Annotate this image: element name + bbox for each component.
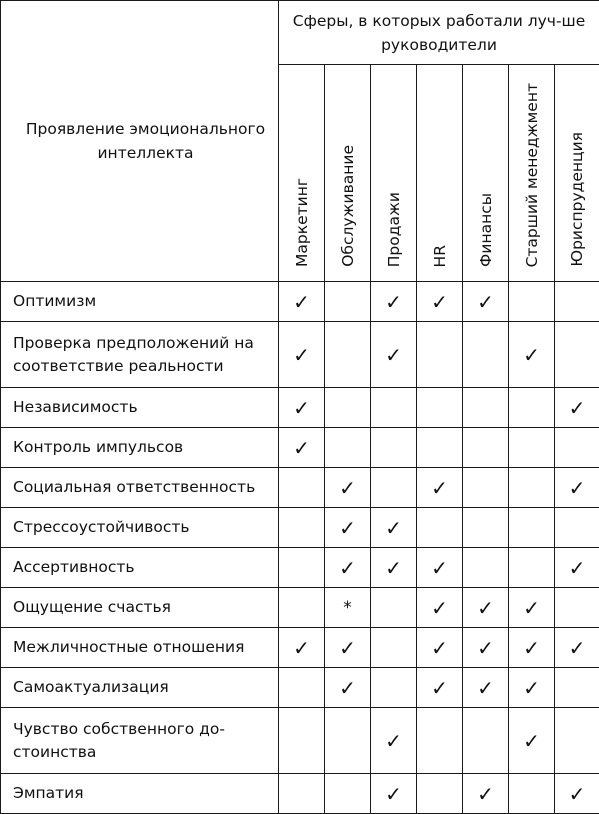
- checkmark-icon: ✓: [555, 388, 599, 428]
- empty-cell: [371, 628, 417, 668]
- checkmark-icon: ✓: [325, 668, 371, 708]
- empty-cell: [463, 322, 509, 388]
- empty-cell: [417, 508, 463, 548]
- checkmark-icon: ✓: [555, 628, 599, 668]
- checkmark-icon: ✓: [371, 322, 417, 388]
- row-label: Ассертивность: [1, 548, 279, 588]
- column-header-label: Юриспруденция: [567, 132, 587, 267]
- empty-cell: [555, 668, 599, 708]
- empty-cell: [325, 774, 371, 814]
- checkmark-icon: ✓: [463, 282, 509, 322]
- empty-cell: [279, 708, 325, 774]
- empty-cell: [555, 708, 599, 774]
- checkmark-icon: ✓: [371, 548, 417, 588]
- empty-cell: [279, 588, 325, 628]
- empty-cell: [279, 468, 325, 508]
- empty-cell: [463, 468, 509, 508]
- column-header: [371, 65, 417, 282]
- checkmark-icon: ✓: [417, 588, 463, 628]
- checkmark-icon: ✓: [325, 468, 371, 508]
- empty-cell: [417, 708, 463, 774]
- checkmark-icon: ✓: [279, 428, 325, 468]
- table-row: [1, 628, 599, 668]
- column-header-label: HR: [430, 245, 450, 267]
- column-header-label: Финансы: [476, 193, 496, 267]
- checkmark-icon: ✓: [555, 548, 599, 588]
- checkmark-icon: ✓: [509, 588, 555, 628]
- empty-cell: [371, 588, 417, 628]
- fields-group-header: Сферы, в которых работали луч-ше руководители: [279, 1, 599, 65]
- checkmark-icon: ✓: [325, 548, 371, 588]
- checkmark-icon: ✓: [371, 774, 417, 814]
- checkmark-icon: ✓: [417, 628, 463, 668]
- table-row: [1, 322, 599, 388]
- empty-cell: [463, 428, 509, 468]
- checkmark-icon: ✓: [325, 628, 371, 668]
- checkmark-icon: ✓: [555, 774, 599, 814]
- empty-cell: [509, 468, 555, 508]
- empty-cell: [325, 428, 371, 468]
- checkmark-icon: ✓: [325, 508, 371, 548]
- empty-cell: [555, 508, 599, 548]
- empty-cell: [555, 428, 599, 468]
- checkmark-icon: ✓: [509, 668, 555, 708]
- checkmark-icon: ✓: [417, 548, 463, 588]
- row-label: Стрессоустойчивость: [1, 508, 279, 548]
- empty-cell: [325, 322, 371, 388]
- checkmark-icon: ✓: [463, 668, 509, 708]
- row-label: Социальная ответственность: [1, 468, 279, 508]
- row-label: Ощущение счастья: [1, 588, 279, 628]
- empty-cell: [417, 774, 463, 814]
- checkmark-icon: ✓: [463, 588, 509, 628]
- row-label: Межличностные отношения: [1, 628, 279, 668]
- checkmark-icon: ✓: [371, 282, 417, 322]
- row-label: Эмпатия: [1, 774, 279, 814]
- empty-cell: [555, 282, 599, 322]
- empty-cell: [463, 388, 509, 428]
- empty-cell: [417, 388, 463, 428]
- empty-cell: [279, 668, 325, 708]
- column-header: [463, 65, 509, 282]
- table-row: [1, 588, 599, 628]
- empty-cell: [463, 508, 509, 548]
- empty-cell: [555, 588, 599, 628]
- row-label: Самоактуализация: [1, 668, 279, 708]
- column-header: [509, 65, 555, 282]
- empty-cell: [509, 388, 555, 428]
- checkmark-icon: ✓: [555, 468, 599, 508]
- checkmark-icon: ✓: [417, 468, 463, 508]
- row-label: Чувство собственного до-стоинства: [1, 708, 279, 774]
- table-row: [1, 548, 599, 588]
- checkmark-icon: ✓: [279, 282, 325, 322]
- table-row: [1, 708, 599, 774]
- row-label: Оптимизм: [1, 282, 279, 322]
- table-body: [1, 282, 599, 814]
- column-header: [279, 65, 325, 282]
- table-row: [1, 668, 599, 708]
- empty-cell: [463, 548, 509, 588]
- empty-cell: [279, 548, 325, 588]
- empty-cell: [325, 388, 371, 428]
- checkmark-icon: ✓: [371, 708, 417, 774]
- empty-cell: [371, 468, 417, 508]
- asterisk-mark: *: [325, 588, 371, 628]
- checkmark-icon: ✓: [371, 508, 417, 548]
- checkmark-icon: ✓: [509, 628, 555, 668]
- empty-cell: [509, 508, 555, 548]
- empty-cell: [279, 508, 325, 548]
- empty-cell: [417, 322, 463, 388]
- empty-cell: [509, 548, 555, 588]
- table-row: [1, 468, 599, 508]
- column-header-label: Продажи: [384, 192, 404, 267]
- empty-cell: [417, 428, 463, 468]
- empty-cell: [509, 774, 555, 814]
- checkmark-icon: ✓: [279, 628, 325, 668]
- table-row: [1, 428, 599, 468]
- column-header-label: Обслуживание: [338, 145, 358, 267]
- checkmark-icon: ✓: [417, 282, 463, 322]
- empty-cell: [509, 282, 555, 322]
- empty-cell: [325, 708, 371, 774]
- row-label: Контроль импульсов: [1, 428, 279, 468]
- corner-header: Проявление эмоционального интеллекта: [1, 1, 279, 282]
- column-header-label: Старший менеджмент: [522, 83, 542, 267]
- empty-cell: [555, 322, 599, 388]
- empty-cell: [509, 428, 555, 468]
- table-row: [1, 388, 599, 428]
- row-label: Проверка предположений на соответствие реальности: [1, 322, 279, 388]
- table-row: [1, 508, 599, 548]
- column-header: [325, 65, 371, 282]
- checkmark-icon: ✓: [509, 708, 555, 774]
- column-header: [417, 65, 463, 282]
- checkmark-icon: ✓: [417, 668, 463, 708]
- checkmark-icon: ✓: [463, 628, 509, 668]
- empty-cell: [371, 668, 417, 708]
- checkmark-icon: ✓: [463, 774, 509, 814]
- checkmark-icon: ✓: [279, 388, 325, 428]
- empty-cell: [371, 388, 417, 428]
- table-row: [1, 282, 599, 322]
- empty-cell: [325, 282, 371, 322]
- checkmark-icon: ✓: [509, 322, 555, 388]
- empty-cell: [463, 708, 509, 774]
- checkmark-icon: ✓: [279, 322, 325, 388]
- column-header-label: Маркетинг: [292, 178, 312, 267]
- table-row: [1, 774, 599, 814]
- empty-cell: [371, 428, 417, 468]
- row-label: Независимость: [1, 388, 279, 428]
- empty-cell: [279, 774, 325, 814]
- column-header: [555, 65, 599, 282]
